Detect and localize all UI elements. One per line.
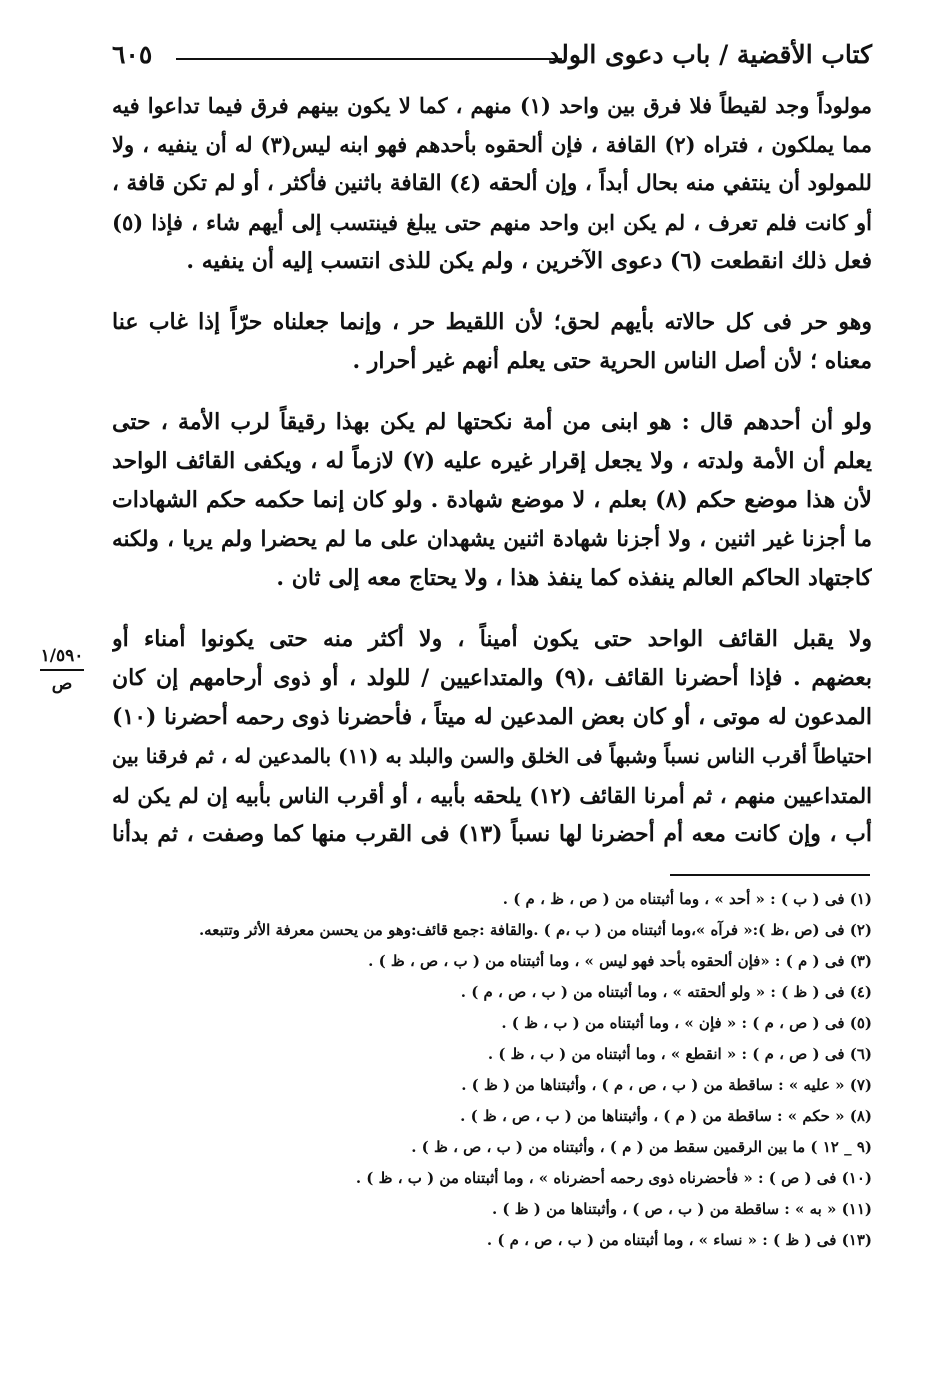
text-line: لأن هذا موضع حكم (٨) بعلم ، لا موضع شهادة . ولو كان إنما حكمه حكم الشهادات [112,487,872,513]
text-line: معناه ؛ لأن أصل الناس الحرية حتى يعلم أنهم غير أحرار . [352,348,872,374]
header-rule [176,58,562,60]
text-line: فعل ذلك انقطعت (٦) دعوى الآخرين ، ولم يكن للذى انتسب إليه أن ينفيه . [186,248,872,274]
text-line: بعضهم . فإذا أحضرنا القائف ،(٩) والمتداعيين / للولد ، أو ذوى أرحامهم إن كان [112,665,872,691]
footnote: (٢) فى (ص ،ظ ):« فرآه »،وما أثبتناه من ( ب ،م ) .والقافة :جمع قائف:وهو من يحسن معرفة الأثر وتتبعه. [198,921,872,939]
page-number: ٦٠٥ [112,40,153,69]
folio-number: ١/٥٩٠ [40,646,84,666]
text-line: المتداعيين منهم ، ثم أمرنا القائف (١٢) يلحقه بأبيه ، أو أقرب الناس بأبيه إن لم يكن له [112,783,872,808]
footnote: (٩ _ ١٢ ) ما بين الرقمين سقط من ( م ) ، وأثبتناه من ( ب ، ص ، ظ ) . [411,1138,872,1156]
text-line: للمولود أن ينتفي منه بحال أبداً ، وإن ألحقه (٤) القافة باثنين فأكثر ، أو لم تكن قافة ، [112,171,872,196]
running-header [112,34,872,80]
footnote: (٦) فى ( ص ، م ) : « انقطع » ، وما أثبتناه من ( ب ، ظ ) . [487,1045,872,1063]
text-line: أو كانت فلم تعرف ، لم يكن ابن واحد منهم حتى يبلغ فينتسب إلى أيهم شاء ، فإذا (٥) [112,210,872,235]
text-line: وهو حر فى كل حالاته بأيهم لحق؛ لأن اللقيط حر ، وإنما جعلناه حرّاً إذا غاب عنا [112,309,872,335]
text-line: يعلم أن الأمة ولدته ، ولا يجعل إقرار غيره عليه (٧) لازماً له ، ويكفى القائف الواحد [112,448,872,474]
footnote: (١١) « به » : ساقطة من ( ب ، ص ) ، وأثبتناها من ( ظ ) . [491,1200,872,1218]
text-line: مما يملكون ، فتراه (٢) القافة ، فإن ألحقوه بأحدهم فهو ابنه ليس(٣) له أن ينفيه ، ولا [112,132,872,157]
text-line: مولوداً وجد لقيطاً فلا فرق بين واحد (١) منهم ، كما لا يكون بينهم فرق فيما تداعوا فيه [112,93,872,118]
footnote: (٣) فى ( م ) : «فإن ألحقوه بأحد فهو ليس » ، وما أثبتناه من ( ب ، ص ، ظ ) . [368,952,872,970]
text-line: أب ، وإن كانت معه أم أحضرنا لها نسباً (١٣) فى القرب منها كما وصفت ، ثم بدأنا [112,821,872,847]
paragraph-gap [112,598,872,620]
text-line: ولو أن أحدهم قال : هو ابنى من أمة نكحتها لم يكن بهذا رقيقاً لرب الأمة ، حتى [112,409,872,435]
footnote: (٨) « حكم » : ساقطة من ( م ) ، وأثبتناها من ( ب ، ص ، ظ ) . [460,1107,872,1125]
footnote-separator [670,874,870,876]
text-line: المدعون له موتى ، أو كان بعض المدعين له ميتاً ، فأحضرنا ذوى رحمه أحضرنا (١٠) [112,704,872,730]
footnote: (١٣) فى ( ظ ) : « نساء » ، وما أثبتناه من ( ب ، ص ، م ) . [486,1231,872,1249]
paragraph-4 [112,620,872,854]
footnote: (٤) فى ( ظ ) : « ولو ألحقته » ، وما أثبتناه من ( ب ، ص ، م ) . [460,983,872,1001]
paragraph-gap [112,381,872,403]
paragraph-gap [112,281,872,303]
text-line: ولا يقبل القائف الواحد حتى يكون أميناً ، ولا أكثر منه حتى يكونوا أمناء أو [112,626,872,652]
footnotes [112,884,872,1256]
paragraph-3 [112,403,872,598]
paragraph-1 [112,86,872,281]
footnote: (٥) فى ( ص ، م ) : « فإن » ، وما أثبتناه من ( ب ، ظ ) . [501,1014,872,1032]
main-text [112,86,872,854]
text-line: احتياطاً أقرب الناس نسباً وشبهاً فى الخلق والسن والبلد به (١١) بالمدعين له ، ثم فرقنا بين [112,744,872,768]
text-line: ما أجزنا غير اثنين ، ولا أجزنا شهادة اثنين يشهدان على ما لم يحضرا ولم يريا ، ولكنه [112,527,872,552]
text-line: كاجتهاد الحاكم العالم ينفذه كما ينفذ هذا ، ولا يحتاج معه إلى ثان . [276,565,872,591]
footnote: (١٠) فى ( ص ) : « فأحضرناه ذوى رحمه أحضرناه » ، وما أثبتناه من ( ب ، ظ ) . [355,1169,872,1187]
paragraph-2 [112,303,872,381]
footnote: (١) فى ( ب ) : « أحد » ، وما أثبتناه من ( ص ، ظ ، م ) . [502,890,872,908]
manuscript-folio-note [34,645,90,695]
folio-label: ص [51,674,73,694]
footnote: (٧) « عليه » : ساقطة من ( ب ، ص ، م ) ، وأثبتناها من ( ظ ) . [461,1076,872,1094]
running-title: كتاب الأقضية / باب دعوى الولد [548,40,872,69]
folio-rule [40,669,84,671]
